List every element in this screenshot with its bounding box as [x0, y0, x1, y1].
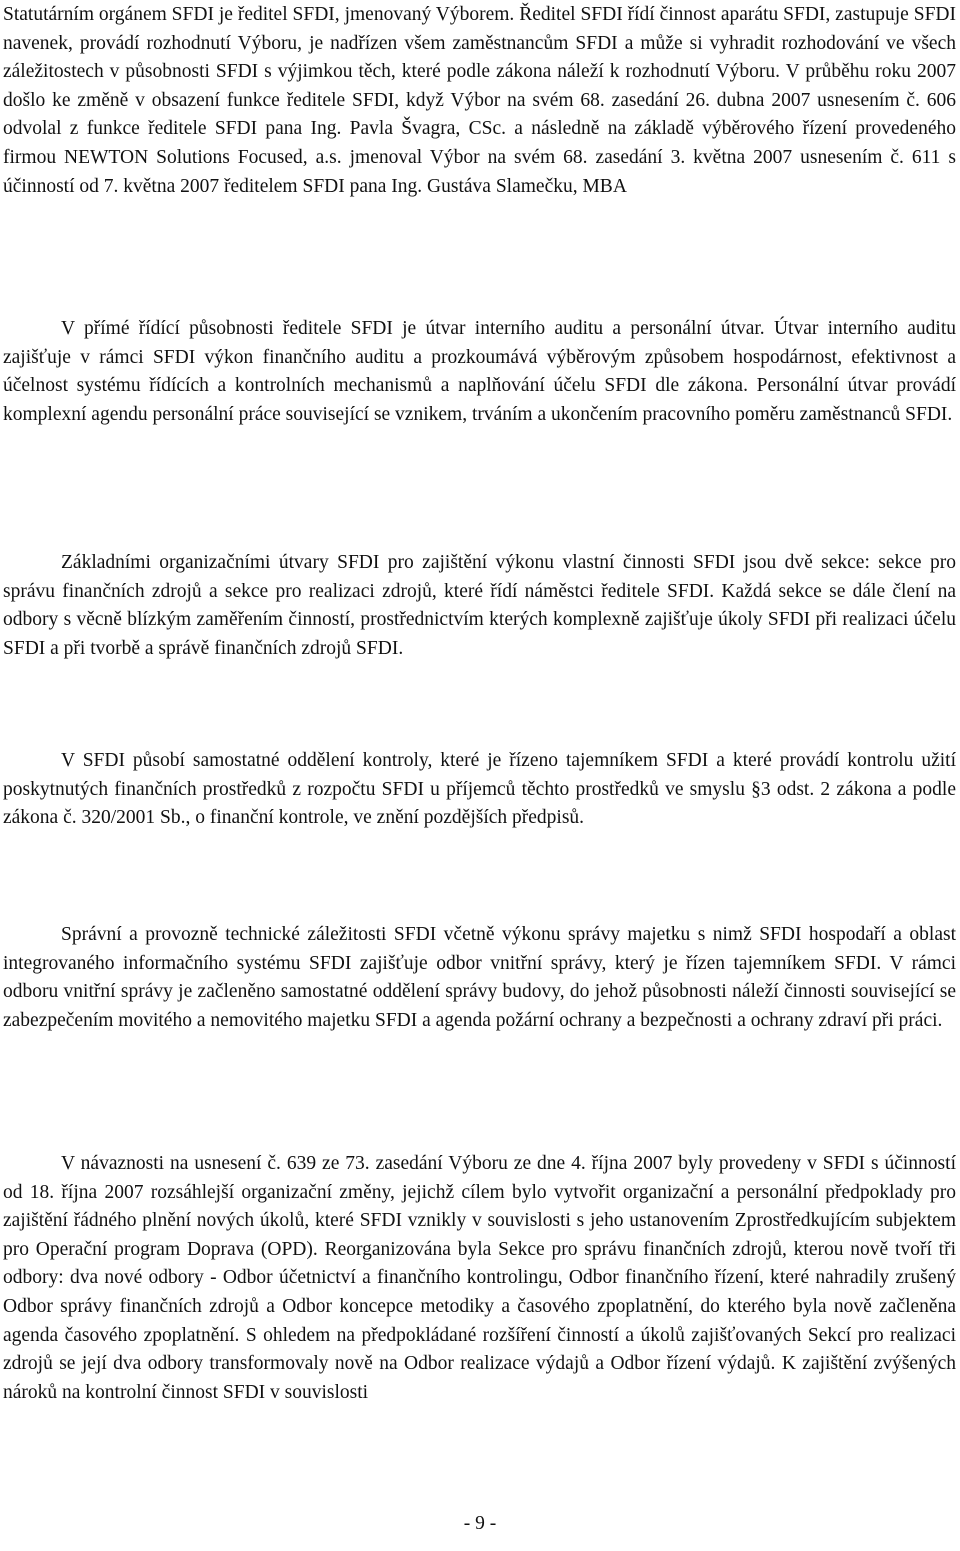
paragraph-reorganization: V návaznosti na usnesení č. 639 ze 73. zasedání Výboru ze dne 4. října 2007 byly provedeny v SFDI s účinností od 18. října 2007 rozsáhlejší organizační změny, jejichž cílem bylo vytvořit organizační a personální předpoklady pro zajištění řádného plnění nových úkolů, které SFDI vznikly v souvislosti s jeho ustanovením Zprostředkujícím subjektem pro Operační program Doprava (OPD). Reorganizována byla Sekce pro správu finančních zdrojů, kterou nově tvoří tři odbory: dva nové odbory - Odbor účetnictví a finančního kontrolingu, Odbor finančního řízení, které nahradily zrušený Odbor správy finančních zdrojů a Odbor koncepce metodiky a časového zpoplatnění, do kterého byla nově začleněna agenda časového zpoplatnění. S ohledem na předpokládané rozšíření činností a úkolů zajišťovaných Sekcí pro realizaci zdrojů se její dva odbory transformovaly nově na Odbor realizace výdajů a Odbor řízení výdajů. K zajištění zvýšených nároků na kontrolní činnost SFDI v souvislosti [3, 1153, 956, 1403]
page-number: - 9 - [463, 1513, 497, 1534]
paragraph-organizational-units: Základními organizačními útvary SFDI pro zajištění výkonu vlastní činnosti SFDI jsou dvě sekce: sekce pro správu finančních zdrojů a sekce pro realizaci zdrojů, které řídí náměstci ředitele SFDI. Každá sekce se dále člení na odbory s věcně blízkým zaměřením činností, prostřednictvím kterých komplexně zajišťuje úkoly SFDI při realizaci účelu SFDI a při tvorbě a správě finančních zdrojů SFDI. [3, 552, 956, 659]
paragraph-control-department: V SFDI působí samostatné oddělení kontroly, které je řízeno tajemníkem SFDI a které provádí kontrolu užití poskytnutých finančních prostředků z rozpočtu SFDI u příjemců těchto prostředků ve smyslu §3 odst. 2 zákona a podle zákona č. 320/2001 Sb., o finanční kontrole, ve znění pozdějších předpisů. [3, 750, 956, 829]
paragraph-statutory-body: Statutárním orgánem SFDI je ředitel SFDI, jmenovaný Výborem. Ředitel SFDI řídí činnost aparátu SFDI, zastupuje SFDI navenek, provádí rozhodnutí Výboru, je nadřízen všem zaměstnancům SFDI a může si vyhradit rozhodování ve všech záležitostech v působnosti SFDI s výjimkou těch, které podle zákona náleží k rozhodnutí Výboru. V průběhu roku 2007 došlo ke změně v obsazení funkce ředitele SFDI, když Výbor na svém 68. zasedání 26. dubna 2007 usnesením č. 606 odvolal z funkce ředitele SFDI pana Ing. Pavla Švagra, CSc. a následně na základě výběrového řízení provedeného firmou NEWTON Solutions Focused, a.s. jmenoval Výbor na svém 68. zasedání 3. května 2007 usnesením č. 611 s účinností od 7. května 2007 ředitelem SFDI pana Ing. Gustáva Slamečku, MBA [3, 4, 956, 197]
paragraph-administrative-affairs: Správní a provozně technické záležitosti SFDI včetně výkonu správy majetku s nimž SFDI hospodaří a oblast integrovaného informačního systému SFDI zajišťuje odbor vnitřní správy, který je řízen tajemníkem SFDI. V rámci odboru vnitřní správy je začleněno samostatné oddělení správy budovy, do jehož působnosti náleží činnosti související se zabezpečením movitého a nemovitého majetku SFDI a agenda požární ochrany a bezpečnosti a ochrany zdraví při práci. [3, 924, 956, 1031]
paragraph-direct-management: V přímé řídící působnosti ředitele SFDI je útvar interního auditu a personální útvar. Útvar interního auditu zajišťuje v rámci SFDI výkon finančního auditu a prozkoumává výběrovým způsobem hospodárnost, efektivnost a účelnost systému řídících a kontrolních mechanismů a naplňování účelu SFDI dle zákona. Personální útvar provádí komplexní agendu personální práce související se vznikem, trváním a ukončením pracovního poměru zaměstnanců SFDI. [3, 318, 956, 425]
